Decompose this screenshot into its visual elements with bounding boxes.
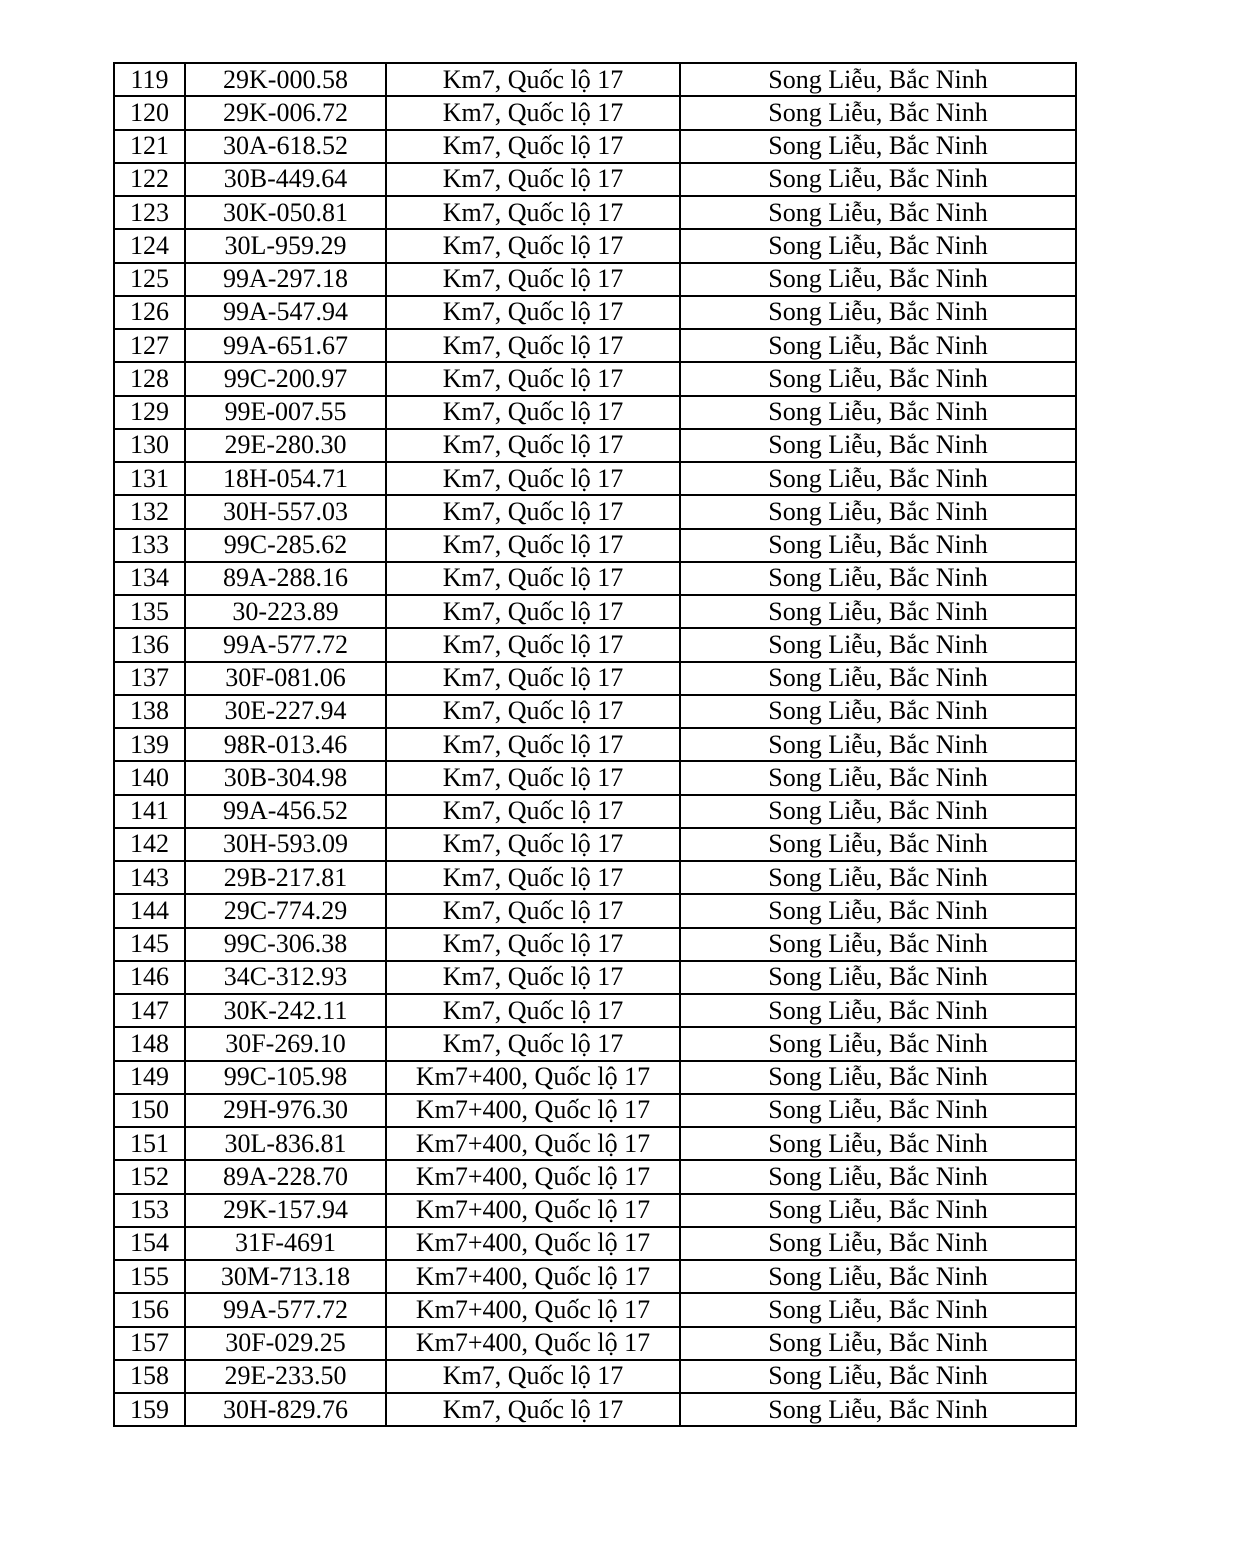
table-row	[114, 396, 1076, 429]
area-cell: Song Liễu, Bắc Ninh	[680, 63, 1076, 96]
area-cell: Song Liễu, Bắc Ninh	[680, 462, 1076, 495]
table-row	[114, 1027, 1076, 1060]
table-row	[114, 196, 1076, 229]
license-plate-cell: 99C-200.97	[185, 362, 386, 395]
row-number-cell: 131	[114, 462, 185, 495]
location-cell: Km7, Quốc lộ 17	[386, 495, 680, 528]
license-plate-cell: 29H-976.30	[185, 1094, 386, 1127]
row-number-cell: 125	[114, 263, 185, 296]
location-cell: Km7, Quốc lộ 17	[386, 429, 680, 462]
row-number-cell: 138	[114, 695, 185, 728]
location-cell: Km7, Quốc lộ 17	[386, 795, 680, 828]
license-plate-cell: 18H-054.71	[185, 462, 386, 495]
location-cell: Km7+400, Quốc lộ 17	[386, 1061, 680, 1094]
location-cell: Km7+400, Quốc lộ 17	[386, 1227, 680, 1260]
row-number-cell: 143	[114, 861, 185, 894]
location-cell: Km7, Quốc lộ 17	[386, 861, 680, 894]
table-row	[114, 761, 1076, 794]
table-row	[114, 1293, 1076, 1326]
row-number-cell: 121	[114, 130, 185, 163]
area-cell: Song Liễu, Bắc Ninh	[680, 1094, 1076, 1127]
table-row	[114, 462, 1076, 495]
area-cell: Song Liễu, Bắc Ninh	[680, 595, 1076, 628]
row-number-cell: 154	[114, 1227, 185, 1260]
area-cell: Song Liễu, Bắc Ninh	[680, 861, 1076, 894]
area-cell: Song Liễu, Bắc Ninh	[680, 529, 1076, 562]
table-row	[114, 695, 1076, 728]
location-cell: Km7, Quốc lộ 17	[386, 828, 680, 861]
location-cell: Km7, Quốc lộ 17	[386, 961, 680, 994]
license-plate-cell: 30H-593.09	[185, 828, 386, 861]
row-number-cell: 151	[114, 1127, 185, 1160]
license-plate-cell: 99C-306.38	[185, 928, 386, 961]
row-number-cell: 134	[114, 562, 185, 595]
row-number-cell: 145	[114, 928, 185, 961]
row-number-cell: 153	[114, 1194, 185, 1227]
area-cell: Song Liễu, Bắc Ninh	[680, 362, 1076, 395]
area-cell: Song Liễu, Bắc Ninh	[680, 1260, 1076, 1293]
area-cell: Song Liễu, Bắc Ninh	[680, 329, 1076, 362]
license-plate-cell: 89A-288.16	[185, 562, 386, 595]
row-number-cell: 133	[114, 529, 185, 562]
location-cell: Km7, Quốc lộ 17	[386, 928, 680, 961]
table-row	[114, 861, 1076, 894]
location-cell: Km7, Quốc lộ 17	[386, 562, 680, 595]
row-number-cell: 155	[114, 1260, 185, 1293]
license-plate-cell: 34C-312.93	[185, 961, 386, 994]
license-plate-cell: 98R-013.46	[185, 728, 386, 761]
license-plate-cell: 99A-456.52	[185, 795, 386, 828]
license-plate-cell: 30K-050.81	[185, 196, 386, 229]
license-plate-cell: 99A-651.67	[185, 329, 386, 362]
location-cell: Km7+400, Quốc lộ 17	[386, 1127, 680, 1160]
area-cell: Song Liễu, Bắc Ninh	[680, 1293, 1076, 1326]
location-cell: Km7, Quốc lộ 17	[386, 1360, 680, 1393]
table-row	[114, 728, 1076, 761]
table-row	[114, 994, 1076, 1027]
row-number-cell: 136	[114, 628, 185, 661]
location-cell: Km7, Quốc lộ 17	[386, 1027, 680, 1060]
row-number-cell: 139	[114, 728, 185, 761]
location-cell: Km7+400, Quốc lộ 17	[386, 1194, 680, 1227]
license-plate-cell: 89A-228.70	[185, 1160, 386, 1193]
license-plate-cell: 30M-713.18	[185, 1260, 386, 1293]
table-row	[114, 229, 1076, 262]
location-cell: Km7, Quốc lộ 17	[386, 529, 680, 562]
table-row	[114, 263, 1076, 296]
table-row	[114, 529, 1076, 562]
table-row	[114, 1094, 1076, 1127]
table-row	[114, 130, 1076, 163]
table-row	[114, 163, 1076, 196]
license-plate-cell: 30A-618.52	[185, 130, 386, 163]
area-cell: Song Liễu, Bắc Ninh	[680, 96, 1076, 129]
table-row	[114, 961, 1076, 994]
area-cell: Song Liễu, Bắc Ninh	[680, 229, 1076, 262]
area-cell: Song Liễu, Bắc Ninh	[680, 495, 1076, 528]
row-number-cell: 127	[114, 329, 185, 362]
row-number-cell: 141	[114, 795, 185, 828]
table-row	[114, 1327, 1076, 1360]
table-row	[114, 1260, 1076, 1293]
row-number-cell: 128	[114, 362, 185, 395]
row-number-cell: 120	[114, 96, 185, 129]
row-number-cell: 135	[114, 595, 185, 628]
area-cell: Song Liễu, Bắc Ninh	[680, 761, 1076, 794]
area-cell: Song Liễu, Bắc Ninh	[680, 1160, 1076, 1193]
area-cell: Song Liễu, Bắc Ninh	[680, 1061, 1076, 1094]
table-row	[114, 828, 1076, 861]
table-row	[114, 1160, 1076, 1193]
row-number-cell: 149	[114, 1061, 185, 1094]
location-cell: Km7, Quốc lộ 17	[386, 462, 680, 495]
location-cell: Km7, Quốc lộ 17	[386, 196, 680, 229]
row-number-cell: 129	[114, 396, 185, 429]
table-row	[114, 362, 1076, 395]
table-row	[114, 1393, 1076, 1426]
license-plate-cell: 99E-007.55	[185, 396, 386, 429]
table-row	[114, 329, 1076, 362]
license-plate-cell: 30H-829.76	[185, 1393, 386, 1426]
license-plate-cell: 29C-774.29	[185, 894, 386, 927]
location-cell: Km7, Quốc lộ 17	[386, 1393, 680, 1426]
row-number-cell: 156	[114, 1293, 185, 1326]
area-cell: Song Liễu, Bắc Ninh	[680, 163, 1076, 196]
table-row	[114, 928, 1076, 961]
location-cell: Km7, Quốc lộ 17	[386, 229, 680, 262]
table-row	[114, 1127, 1076, 1160]
row-number-cell: 132	[114, 495, 185, 528]
table-row	[114, 96, 1076, 129]
location-cell: Km7+400, Quốc lộ 17	[386, 1160, 680, 1193]
table-row	[114, 595, 1076, 628]
table-row	[114, 63, 1076, 96]
location-cell: Km7, Quốc lộ 17	[386, 396, 680, 429]
area-cell: Song Liễu, Bắc Ninh	[680, 1327, 1076, 1360]
area-cell: Song Liễu, Bắc Ninh	[680, 1027, 1076, 1060]
location-cell: Km7, Quốc lộ 17	[386, 296, 680, 329]
license-plate-cell: 30E-227.94	[185, 695, 386, 728]
license-plate-cell: 30L-836.81	[185, 1127, 386, 1160]
area-cell: Song Liễu, Bắc Ninh	[680, 196, 1076, 229]
area-cell: Song Liễu, Bắc Ninh	[680, 728, 1076, 761]
area-cell: Song Liễu, Bắc Ninh	[680, 1393, 1076, 1426]
location-cell: Km7, Quốc lộ 17	[386, 96, 680, 129]
location-cell: Km7, Quốc lộ 17	[386, 130, 680, 163]
license-plate-cell: 99A-297.18	[185, 263, 386, 296]
license-plate-cell: 29K-006.72	[185, 96, 386, 129]
row-number-cell: 144	[114, 894, 185, 927]
location-cell: Km7+400, Quốc lộ 17	[386, 1293, 680, 1326]
row-number-cell: 159	[114, 1393, 185, 1426]
table-row	[114, 562, 1076, 595]
license-plate-cell: 29B-217.81	[185, 861, 386, 894]
table-row	[114, 628, 1076, 661]
location-cell: Km7, Quốc lộ 17	[386, 662, 680, 695]
row-number-cell: 157	[114, 1327, 185, 1360]
location-cell: Km7, Quốc lộ 17	[386, 695, 680, 728]
area-cell: Song Liễu, Bắc Ninh	[680, 928, 1076, 961]
table-row	[114, 296, 1076, 329]
location-cell: Km7, Quốc lộ 17	[386, 163, 680, 196]
area-cell: Song Liễu, Bắc Ninh	[680, 396, 1076, 429]
violation-table	[113, 62, 1077, 1427]
row-number-cell: 119	[114, 63, 185, 96]
area-cell: Song Liễu, Bắc Ninh	[680, 828, 1076, 861]
row-number-cell: 142	[114, 828, 185, 861]
license-plate-cell: 29K-157.94	[185, 1194, 386, 1227]
row-number-cell: 124	[114, 229, 185, 262]
location-cell: Km7+400, Quốc lộ 17	[386, 1094, 680, 1127]
area-cell: Song Liễu, Bắc Ninh	[680, 562, 1076, 595]
table-row	[114, 1360, 1076, 1393]
row-number-cell: 126	[114, 296, 185, 329]
row-number-cell: 122	[114, 163, 185, 196]
area-cell: Song Liễu, Bắc Ninh	[680, 894, 1076, 927]
location-cell: Km7, Quốc lộ 17	[386, 263, 680, 296]
license-plate-cell: 30B-449.64	[185, 163, 386, 196]
row-number-cell: 152	[114, 1160, 185, 1193]
table-row	[114, 1194, 1076, 1227]
license-plate-cell: 99C-105.98	[185, 1061, 386, 1094]
license-plate-cell: 99A-577.72	[185, 628, 386, 661]
area-cell: Song Liễu, Bắc Ninh	[680, 130, 1076, 163]
area-cell: Song Liễu, Bắc Ninh	[680, 628, 1076, 661]
license-plate-cell: 30F-081.06	[185, 662, 386, 695]
location-cell: Km7, Quốc lộ 17	[386, 595, 680, 628]
row-number-cell: 148	[114, 1027, 185, 1060]
table-row	[114, 894, 1076, 927]
location-cell: Km7, Quốc lộ 17	[386, 628, 680, 661]
license-plate-cell: 29E-280.30	[185, 429, 386, 462]
row-number-cell: 150	[114, 1094, 185, 1127]
location-cell: Km7, Quốc lộ 17	[386, 329, 680, 362]
license-plate-cell: 30L-959.29	[185, 229, 386, 262]
row-number-cell: 137	[114, 662, 185, 695]
table-body	[114, 63, 1076, 1426]
row-number-cell: 140	[114, 761, 185, 794]
area-cell: Song Liễu, Bắc Ninh	[680, 1194, 1076, 1227]
license-plate-cell: 30K-242.11	[185, 994, 386, 1027]
location-cell: Km7, Quốc lộ 17	[386, 728, 680, 761]
license-plate-cell: 30B-304.98	[185, 761, 386, 794]
location-cell: Km7, Quốc lộ 17	[386, 362, 680, 395]
area-cell: Song Liễu, Bắc Ninh	[680, 1227, 1076, 1260]
table-row	[114, 1061, 1076, 1094]
area-cell: Song Liễu, Bắc Ninh	[680, 296, 1076, 329]
area-cell: Song Liễu, Bắc Ninh	[680, 961, 1076, 994]
location-cell: Km7, Quốc lộ 17	[386, 894, 680, 927]
area-cell: Song Liễu, Bắc Ninh	[680, 795, 1076, 828]
license-plate-cell: 30F-029.25	[185, 1327, 386, 1360]
license-plate-cell: 99A-577.72	[185, 1293, 386, 1326]
license-plate-cell: 31F-4691	[185, 1227, 386, 1260]
area-cell: Song Liễu, Bắc Ninh	[680, 662, 1076, 695]
license-plate-cell: 99A-547.94	[185, 296, 386, 329]
row-number-cell: 158	[114, 1360, 185, 1393]
license-plate-cell: 29E-233.50	[185, 1360, 386, 1393]
location-cell: Km7+400, Quốc lộ 17	[386, 1260, 680, 1293]
row-number-cell: 130	[114, 429, 185, 462]
area-cell: Song Liễu, Bắc Ninh	[680, 695, 1076, 728]
location-cell: Km7, Quốc lộ 17	[386, 994, 680, 1027]
table-row	[114, 662, 1076, 695]
row-number-cell: 146	[114, 961, 185, 994]
table-row	[114, 795, 1076, 828]
license-plate-cell: 30H-557.03	[185, 495, 386, 528]
area-cell: Song Liễu, Bắc Ninh	[680, 1360, 1076, 1393]
row-number-cell: 147	[114, 994, 185, 1027]
area-cell: Song Liễu, Bắc Ninh	[680, 263, 1076, 296]
location-cell: Km7+400, Quốc lộ 17	[386, 1327, 680, 1360]
table-row	[114, 429, 1076, 462]
table-row	[114, 495, 1076, 528]
area-cell: Song Liễu, Bắc Ninh	[680, 429, 1076, 462]
area-cell: Song Liễu, Bắc Ninh	[680, 994, 1076, 1027]
license-plate-cell: 30-223.89	[185, 595, 386, 628]
license-plate-cell: 30F-269.10	[185, 1027, 386, 1060]
license-plate-cell: 99C-285.62	[185, 529, 386, 562]
area-cell: Song Liễu, Bắc Ninh	[680, 1127, 1076, 1160]
location-cell: Km7, Quốc lộ 17	[386, 63, 680, 96]
document-page	[113, 62, 1077, 1427]
row-number-cell: 123	[114, 196, 185, 229]
table-row	[114, 1227, 1076, 1260]
license-plate-cell: 29K-000.58	[185, 63, 386, 96]
location-cell: Km7, Quốc lộ 17	[386, 761, 680, 794]
